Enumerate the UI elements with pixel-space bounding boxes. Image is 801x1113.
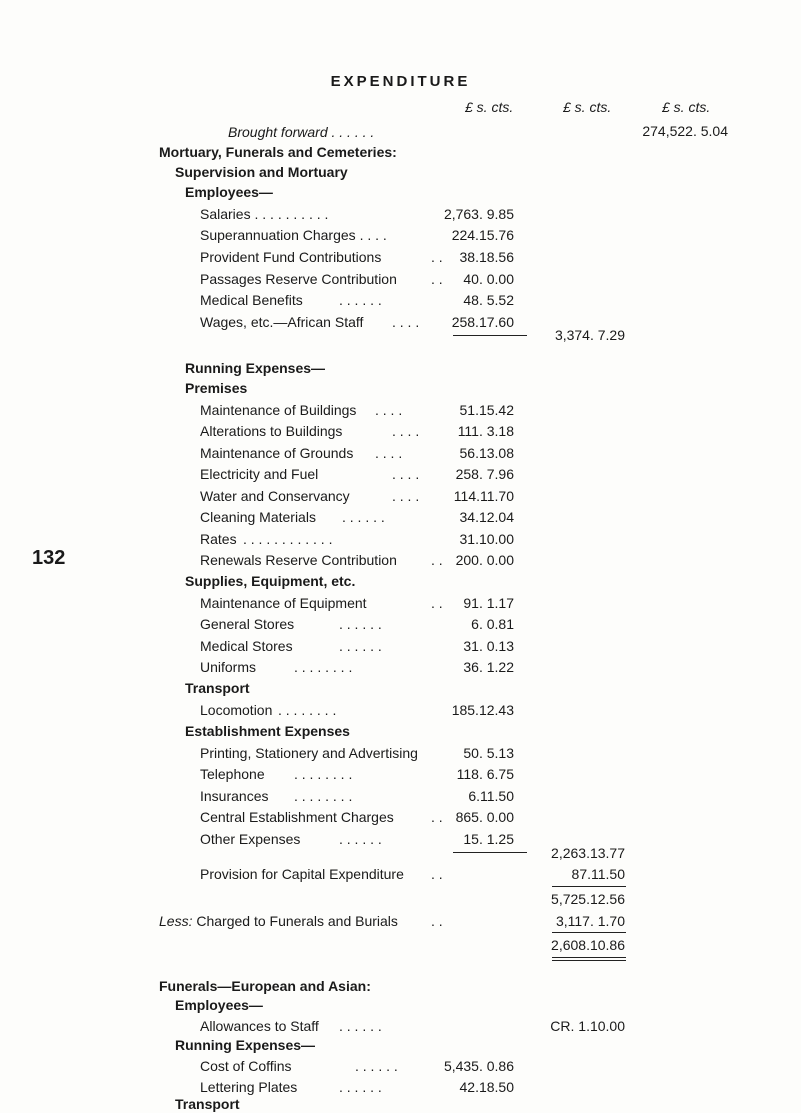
amount: 31. 0.13	[463, 638, 514, 654]
amount: 36. 1.22	[463, 659, 514, 675]
dots: . .	[431, 809, 443, 825]
list-item: Water and Conservancy	[200, 488, 350, 504]
dots: . . . . . . . .	[294, 659, 353, 675]
amount: 38.18.56	[459, 249, 514, 265]
subtotal: 5,725.12.56	[551, 891, 625, 907]
allowances-amount: CR. 1.10.00	[550, 1018, 625, 1034]
amount: 2,763. 9.85	[443, 206, 514, 222]
less-amount: 3,117. 1.70	[555, 913, 625, 929]
amount: 42.18.50	[459, 1079, 514, 1095]
funerals-running-heading: Running Expenses—	[175, 1037, 316, 1053]
page-title: EXPENDITURE	[330, 73, 471, 90]
amount: 6.11.50	[468, 788, 514, 804]
list-item: Medical Benefits	[200, 292, 303, 308]
hearse-running: Hearse—Running Expenses. .84. 5 27Hearse—Renewals Reserve Contri-bution. . . . . . . .200. 0 00Printing, Stationery and Advertising. .8.19.85Central Establishment Charges. .385. 0 00Other Expenses. . . . . .344. 8 71Supervision and Mortuary. . . .1,558.10 858,059. 4 048,057.14.04Carried forward. . . . . .10,666. 4.90274,522. 5 04	[410, 1104, 558, 1105]
list-item: Salaries . . . . . . . . . .	[200, 206, 329, 222]
amount: 34.12.04	[459, 509, 514, 525]
amount: 51.15.42	[459, 402, 514, 418]
dots: . . . . . .	[355, 1058, 398, 1074]
list-item: Locomotion	[200, 702, 273, 718]
list-item: Electricity and Fuel	[200, 466, 319, 482]
dots: . .	[431, 271, 443, 287]
amount: 111. 3.18	[457, 423, 514, 439]
list-item: Wages, etc.—African Staff	[200, 314, 364, 330]
dots: . . . .	[375, 445, 403, 461]
mortuary-heading: Mortuary, Funerals and Cemeteries:	[159, 144, 397, 160]
list-item: Alterations to Buildings	[200, 423, 343, 439]
amount: 200. 0.00	[455, 552, 514, 568]
list-item: Superannuation Charges . . . .	[200, 227, 387, 243]
brought-forward-label: Brought forward . . . . . .	[228, 124, 375, 140]
premises-heading: Premises	[185, 380, 248, 396]
list-item: Uniforms	[200, 659, 257, 675]
dots: . . . . . .	[339, 1079, 382, 1095]
amount: 56.13.08	[459, 445, 514, 461]
list-item: Passages Reserve Contribution	[200, 271, 397, 287]
running-total: 2,263.13.77	[551, 845, 625, 861]
amount: 258. 7.96	[455, 466, 514, 482]
transport-heading: Transport	[185, 680, 250, 696]
rule	[552, 957, 626, 958]
funerals-heading: Funerals—European and Asian:	[159, 978, 371, 994]
list-item: Medical Stores	[200, 638, 293, 654]
dots: . . . . . . . .	[294, 766, 353, 782]
dots: . . . . . . . .	[278, 702, 337, 718]
employees-heading: Employees—	[185, 184, 273, 200]
list-item: Printing, Stationery and Advertising	[200, 745, 418, 761]
dots: . . . . . .	[342, 509, 385, 525]
amount: 48. 5.52	[463, 292, 514, 308]
list-item: Renewals Reserve Contribution	[200, 552, 397, 568]
dots: . . . .	[375, 402, 403, 418]
dots: . . . .	[392, 466, 420, 482]
amount: 50. 5.13	[463, 745, 514, 761]
list-item: Insurances	[200, 788, 269, 804]
dots: . . . .	[392, 314, 420, 330]
dots: . . . .	[392, 488, 420, 504]
list-item: Maintenance of Equipment	[200, 595, 367, 611]
dots: . . . . . . . . . . . .	[243, 531, 333, 547]
list-item: Telephone	[200, 766, 265, 782]
funerals-transport: Transport	[175, 1096, 240, 1112]
dots: . . . . . .	[339, 292, 382, 308]
rule	[552, 886, 626, 887]
dots: . . . . . .	[339, 638, 382, 654]
col-header-3: £ s. cts.	[662, 99, 711, 115]
amount: 865. 0.00	[455, 809, 514, 825]
dots: . .	[431, 595, 443, 611]
dots: . .	[431, 552, 443, 568]
amount: 185.12.43	[451, 702, 514, 718]
list-item: General Stores	[200, 616, 295, 632]
dots: . . . . . .	[339, 616, 382, 632]
dots: . .	[431, 913, 443, 929]
rule	[453, 852, 527, 853]
list-item: Lettering Plates	[200, 1079, 298, 1095]
supplies-heading: Supplies, Equipment, etc.	[185, 573, 356, 589]
rule	[453, 335, 527, 336]
amount: 5,435. 0.86	[443, 1058, 514, 1074]
capital-label: Provision for Capital Expenditure	[200, 866, 404, 882]
amount: 15. 1.25	[463, 831, 514, 847]
page-number: 132	[32, 547, 66, 569]
list-item: Cleaning Materials	[200, 509, 316, 525]
dots: . .	[431, 866, 443, 882]
list-item: Other Expenses	[200, 831, 301, 847]
funerals-employees: Employees—	[175, 997, 263, 1013]
list-item: Cost of Coffins	[200, 1058, 292, 1074]
brought-forward-amount: 274,522. 5.04	[642, 123, 728, 139]
capital-amount: 87.11.50	[571, 866, 625, 882]
list-item: Rates	[200, 531, 237, 547]
employees-total: 3,374. 7.29	[554, 327, 625, 343]
dots: . . . .	[392, 423, 420, 439]
list-item: Provident Fund Contributions	[200, 249, 382, 265]
amount: 91. 1.17	[463, 595, 514, 611]
supervision-heading: Supervision and Mortuary	[175, 164, 348, 180]
col-header-1: £ s. cts.	[465, 99, 514, 115]
less-label: Less: Charged to Funerals and Burials	[159, 913, 398, 929]
establishment-heading: Establishment Expenses	[185, 723, 350, 739]
amount: 224.15.76	[451, 227, 514, 243]
rule	[552, 960, 626, 961]
allowances-label: Allowances to Staff	[200, 1018, 319, 1034]
net-amount: 2,608.10.86	[551, 937, 625, 953]
running-expenses-heading: Running Expenses—	[185, 360, 326, 376]
list-item: Maintenance of Grounds	[200, 445, 354, 461]
dots: . . . . . .	[339, 831, 382, 847]
amount: 114.11.70	[453, 488, 514, 504]
amount: 40. 0.00	[463, 271, 514, 287]
amount: 6. 0.81	[471, 616, 514, 632]
dots: . . . . . . . .	[294, 788, 353, 804]
col-header-2: £ s. cts.	[563, 99, 612, 115]
amount: 118. 6.75	[456, 766, 514, 782]
list-item: Maintenance of Buildings	[200, 402, 357, 418]
amount: 31.10.00	[459, 531, 514, 547]
amount: 258.17.60	[451, 314, 514, 330]
dots: . . . . . .	[339, 1018, 382, 1034]
rule	[552, 932, 626, 933]
list-item: Central Establishment Charges	[200, 809, 394, 825]
dots: . .	[431, 249, 443, 265]
